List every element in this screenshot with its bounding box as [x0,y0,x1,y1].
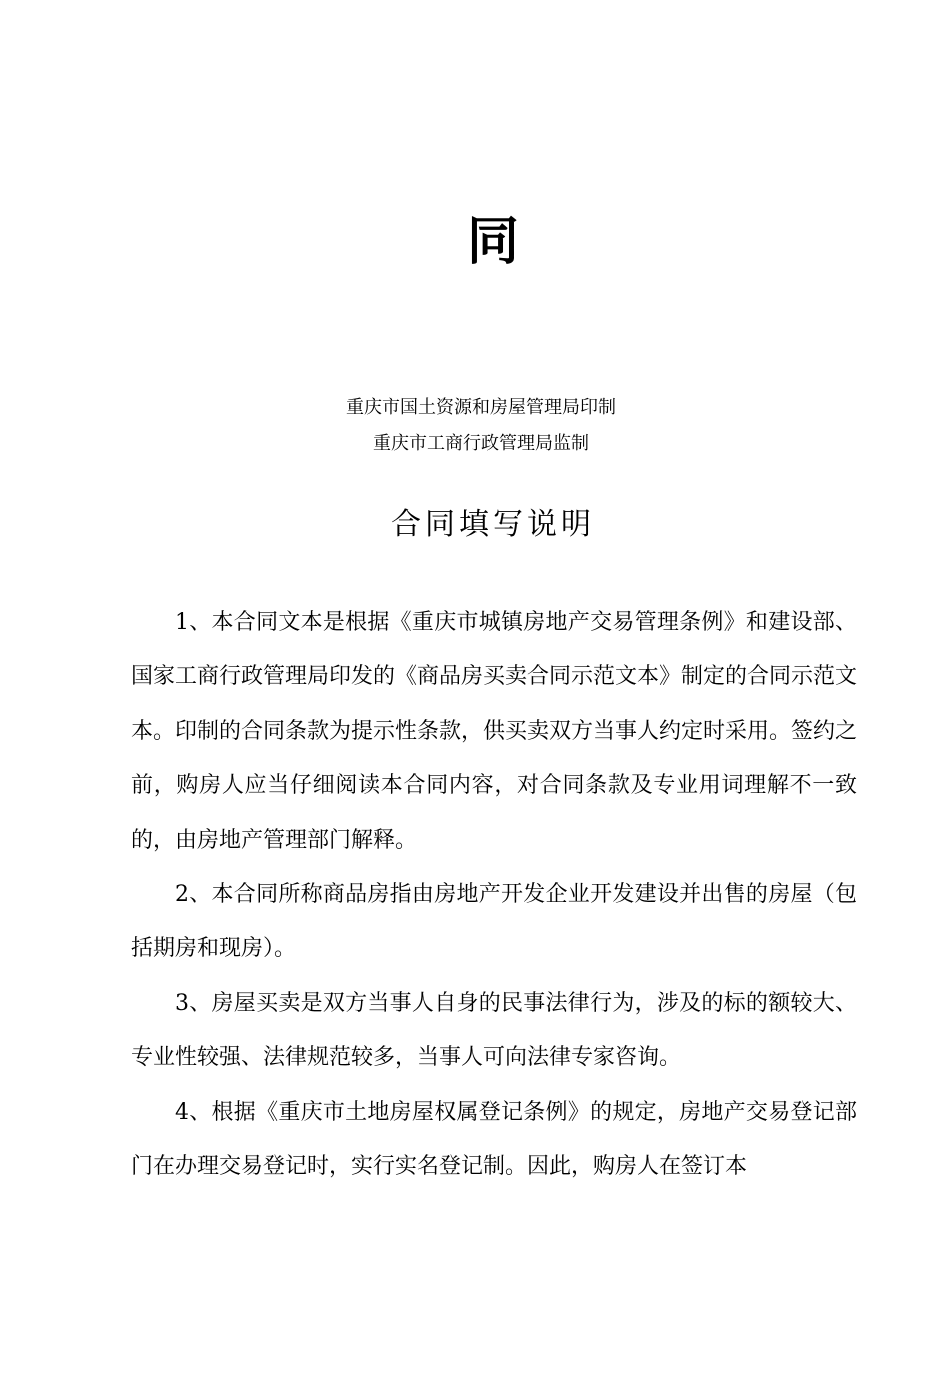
instruction-paragraph-1: 1、本合同文本是根据《重庆市城镇房地产交易管理条例》和建设部、国家工商行政管理局印发的《商品房买卖合同示范文本》制定的合同示范文本。印制的合同条款为提示性条款，供买卖双方当事人约定时采用。签约之前，购房人应当仔细阅读本合同内容，对合同条款及专业用词理解不一致的，由房地产管理部门解释。 [131,610,858,853]
issuer-line-supervision: 重庆市工商行政管理局监制 [373,433,589,454]
cover-title-char: 同 [466,212,519,272]
instruction-paragraph-2: 2、本合同所称商品房指由房地产开发企业开发建设并出售的房屋（包括期房和现房）。 [131,882,857,962]
instruction-paragraph-4: 4、根据《重庆市土地房屋权属登记条例》的规定，房地产交易登记部门在办理交易登记时，实行实名登记制。因此，购房人在签订本 [131,1099,857,1180]
instruction-paragraph-3: 3、房屋买卖是双方当事人自身的民事法律行为，涉及的标的额较大、专业性较强、法律规范较多，当事人可向法律专家咨询。 [131,990,857,1071]
issuer-line-printing: 重庆市国土资源和房屋管理局印制 [346,397,616,418]
instructions-body [131,596,857,1194]
instructions-title: 合同填写说明 [391,507,595,542]
